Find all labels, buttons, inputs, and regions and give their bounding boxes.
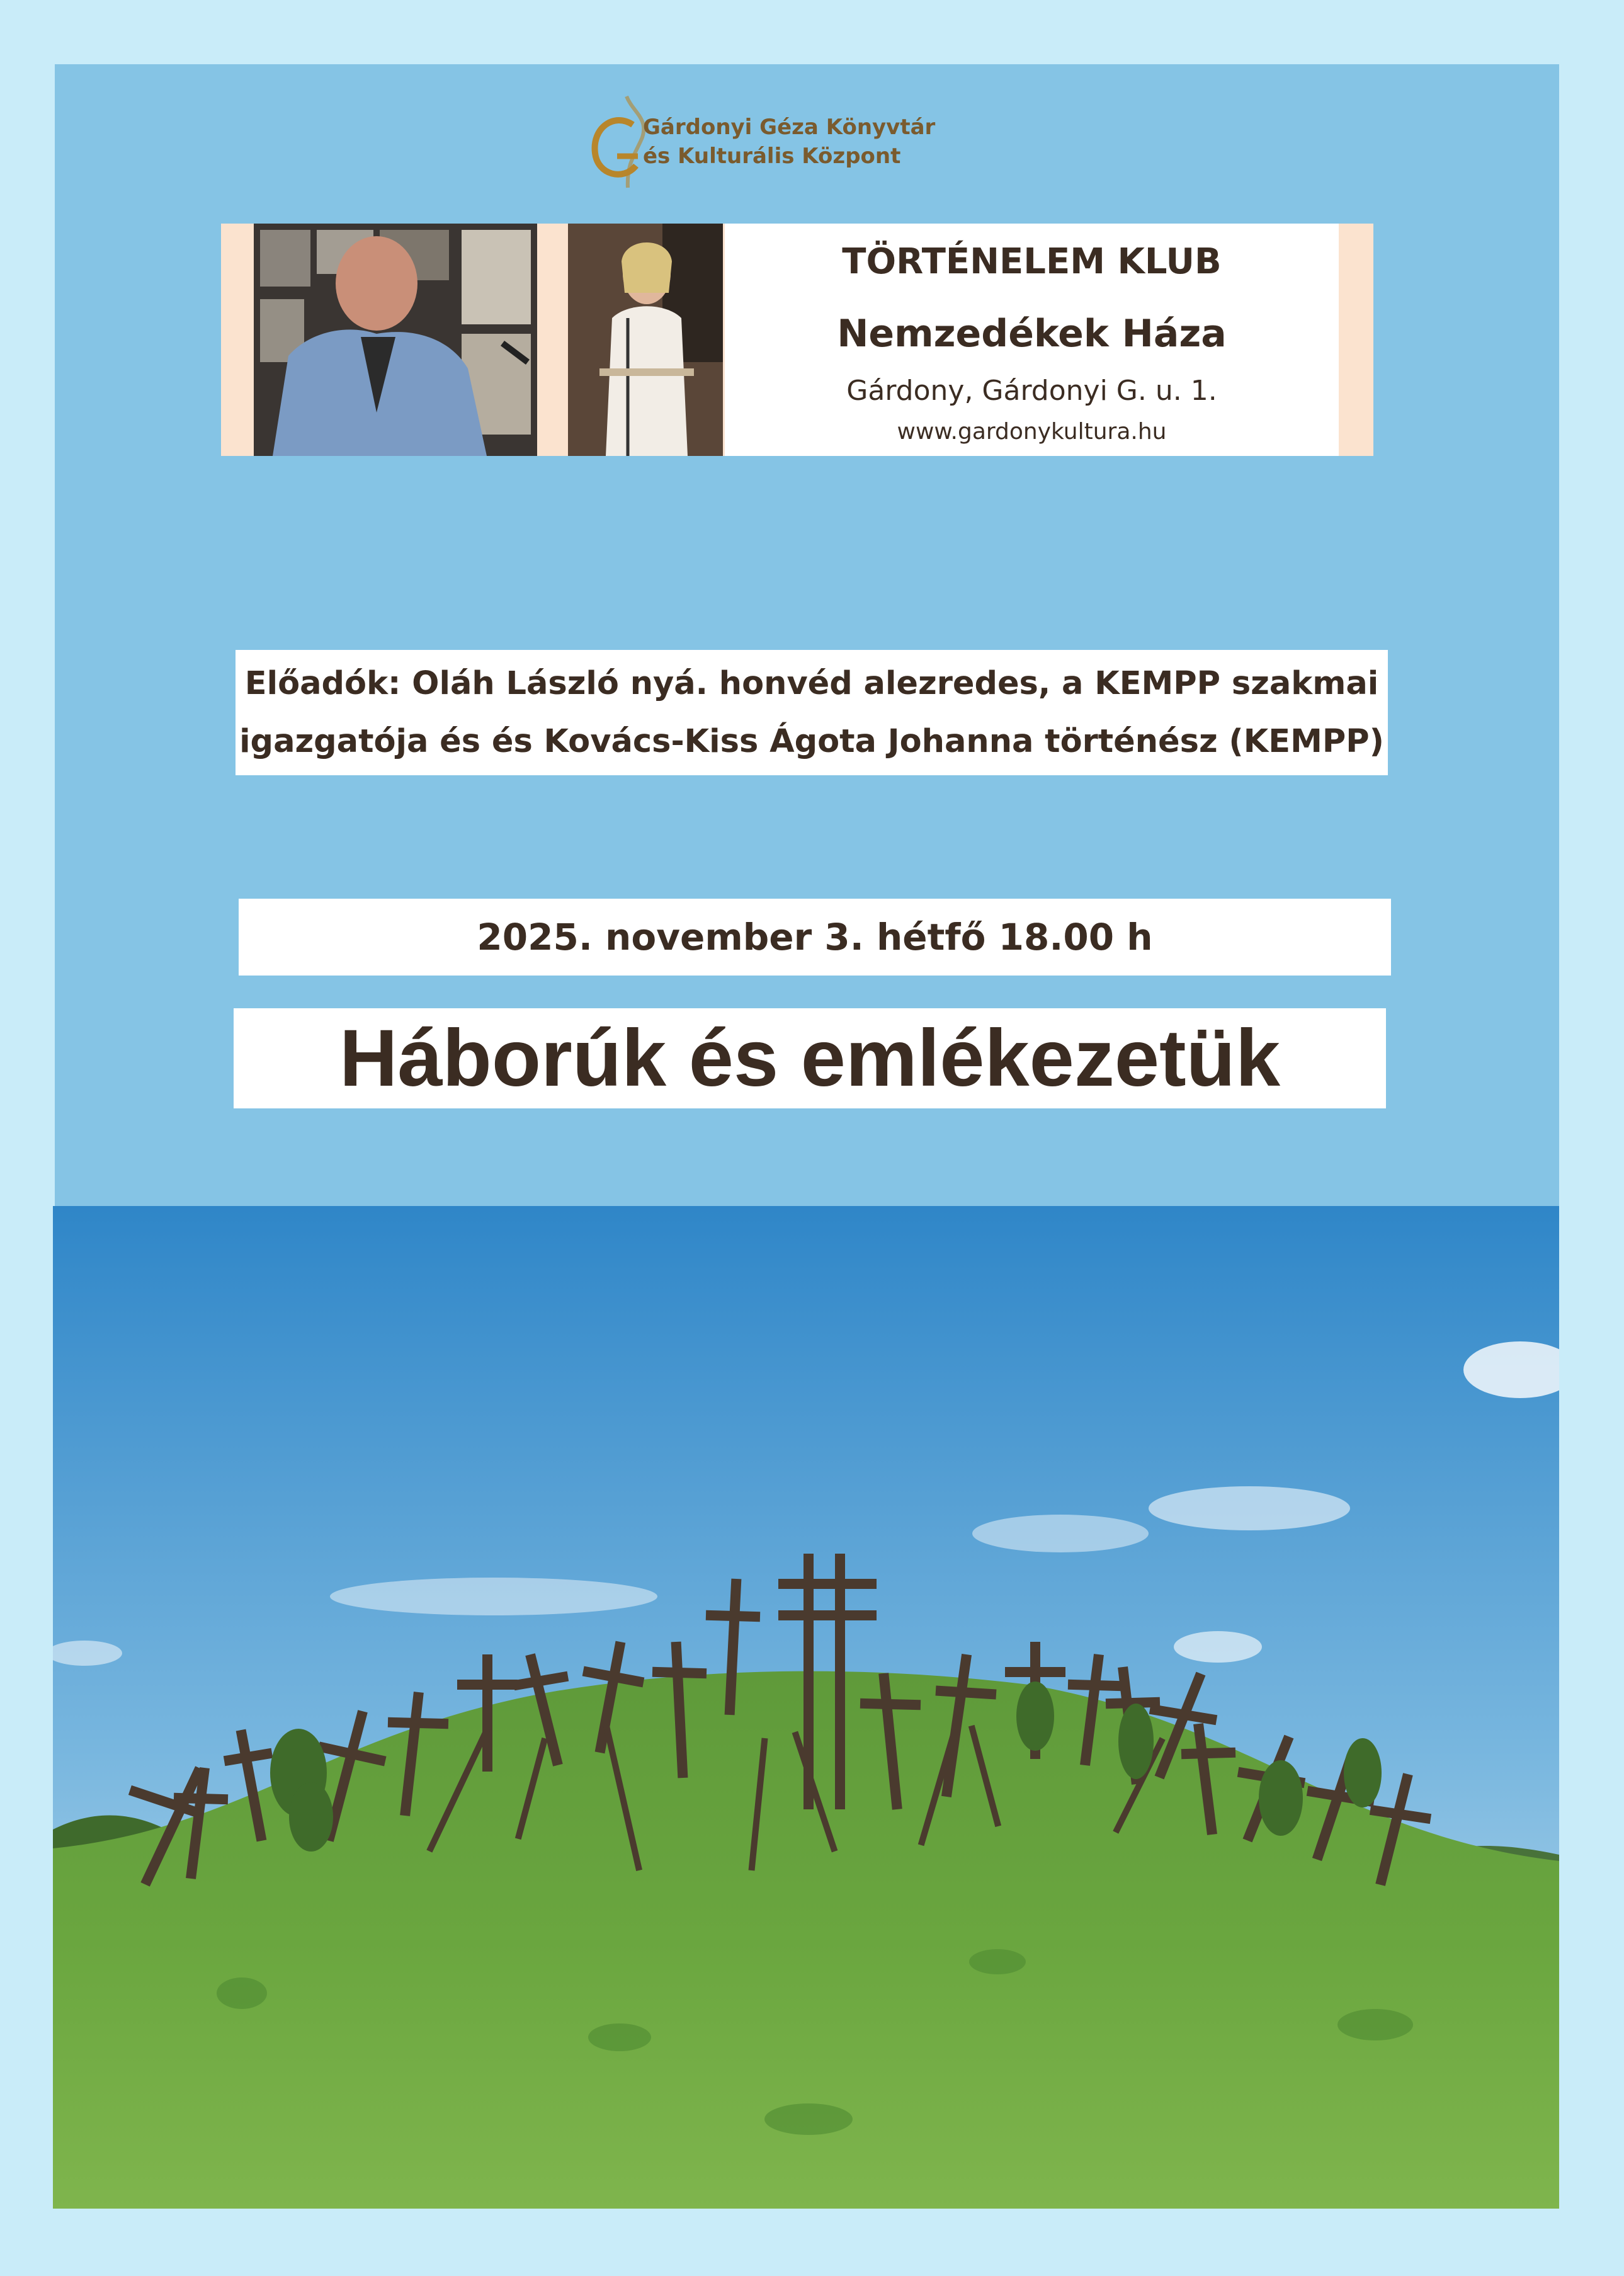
- speakers-line-2: igazgatója és és Kovács-Kiss Ágota Johanna történész (KEMPP): [239, 723, 1384, 760]
- library-logo: [589, 93, 1042, 207]
- venue-name: Nemzedékek Háza: [837, 312, 1227, 356]
- speakers-line-1: Előadók: Oláh László nyá. honvéd alezredes, a KEMPP szakmai: [244, 665, 1379, 702]
- event-date: 2025. november 3. hétfő 18.00 h: [239, 899, 1391, 976]
- event-title: Háborúk és emlékezetük: [234, 1008, 1386, 1108]
- speakers-box: [236, 650, 1388, 775]
- club-banner: [221, 224, 1373, 456]
- library-logo-icon: [589, 93, 645, 200]
- memorial-hill-photo: [53, 1206, 1559, 2209]
- logo-line-2: és Kulturális Központ: [643, 144, 901, 169]
- speaker-photo-woman: [568, 224, 723, 456]
- speaker-photo-man: [254, 224, 537, 456]
- venue-address: Gárdony, Gárdonyi G. u. 1.: [846, 375, 1217, 407]
- club-title: TÖRTÉNELEM KLUB: [842, 241, 1222, 282]
- logo-line-1: Gárdonyi Géza Könyvtár: [643, 115, 936, 140]
- website-link[interactable]: www.gardonykultura.hu: [897, 419, 1167, 445]
- club-info: [725, 224, 1339, 456]
